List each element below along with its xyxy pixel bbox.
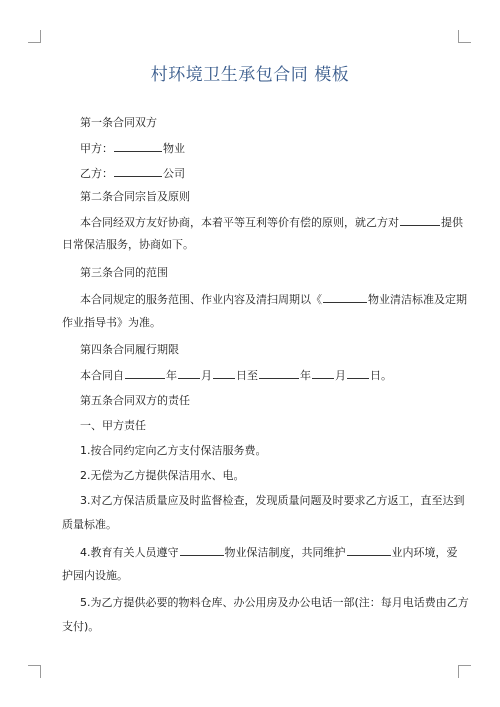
start-month-blank — [178, 368, 200, 379]
party-a-suffix: 物业 — [163, 142, 185, 155]
article1-heading: 第一条合同双方 — [80, 116, 157, 129]
article3-heading: 第三条合同的范围 — [80, 266, 168, 279]
crop-mark-bottom-right — [458, 665, 471, 678]
end-month-label: 月 — [335, 369, 346, 382]
responsibility-item-3-line1: 3.对乙方保洁质量应及时监督检查，发现质量问题及时要求乙方返工，直至达到 — [80, 494, 465, 507]
end-day-blank — [347, 368, 369, 379]
party-a-label: 甲方： — [80, 142, 113, 155]
party-b-line — [80, 166, 185, 181]
responsibility-item-1: 1.按合同约定向乙方支付保洁服务费。 — [80, 444, 267, 457]
crop-mark-bottom-left — [28, 665, 41, 678]
term-prefix: 本合同自 — [80, 369, 124, 382]
article3-blank — [323, 292, 367, 303]
article3-text-before: 本合同规定的服务范围、作业内容及清扫周期以《 — [80, 293, 322, 306]
start-year-label: 年 — [166, 369, 177, 382]
article2-line1 — [80, 215, 463, 230]
responsibility-item-5-line1: 5.为乙方提供必要的物料仓库、办公用房及办公电话一部(注：每月电话费由乙方 — [80, 596, 469, 609]
responsibility-item-5-line2: 支付)。 — [62, 620, 100, 633]
party-a-blank — [114, 141, 162, 152]
end-year-blank — [259, 368, 299, 379]
article2-line2: 日常保洁服务，协商如下。 — [62, 238, 194, 251]
article2-text-before: 本合同经双方友好协商，本着平等互利等价有偿的原则，就乙方对 — [80, 216, 399, 229]
article3-text-after: 物业清洁标准及定期 — [368, 293, 467, 306]
responsibility-item-2: 2.无偿为乙方提供保洁用水、电。 — [80, 469, 245, 482]
end-day-label: 日。 — [370, 369, 392, 382]
end-month-blank — [312, 368, 334, 379]
end-year-label: 年 — [300, 369, 311, 382]
item4-text-after: 业内环境，爱 — [391, 546, 458, 559]
article4-heading: 第四条合同履行期限 — [80, 343, 179, 356]
start-year-blank — [125, 368, 165, 379]
article2-text-after: 提供 — [441, 216, 463, 229]
party-b-label: 乙方： — [80, 167, 113, 180]
crop-mark-top-left — [28, 30, 41, 43]
start-day-blank — [213, 368, 235, 379]
item4-blank-2 — [347, 545, 391, 556]
party-a-responsibility-heading: 一、甲方责任 — [80, 419, 146, 432]
article3-line1 — [80, 292, 467, 307]
article5-heading: 第五条合同双方的责任 — [80, 394, 190, 407]
article2-blank — [400, 215, 440, 226]
article4-term-line — [80, 368, 392, 383]
party-a-line — [80, 141, 185, 156]
start-day-label: 日至 — [236, 369, 258, 382]
responsibility-item-3-line2: 质量标准。 — [62, 518, 117, 531]
item4-blank-1 — [180, 545, 224, 556]
page-title: 村环境卫生承包合同 模板 — [150, 65, 350, 85]
item4-text-before: 4.教育有关人员遵守 — [80, 546, 179, 559]
party-b-blank — [114, 166, 162, 177]
party-b-suffix: 公司 — [163, 167, 185, 180]
crop-mark-top-right — [458, 30, 471, 43]
article2-heading: 第二条合同宗旨及原则 — [80, 190, 190, 203]
item4-text-middle: 物业保洁制度，共同维护 — [224, 546, 346, 559]
responsibility-item-4-line1 — [80, 545, 458, 560]
responsibility-item-4-line2: 护园内设施。 — [62, 569, 128, 582]
article3-line2: 作业指导书》为准。 — [62, 316, 161, 329]
start-month-label: 月 — [201, 369, 212, 382]
